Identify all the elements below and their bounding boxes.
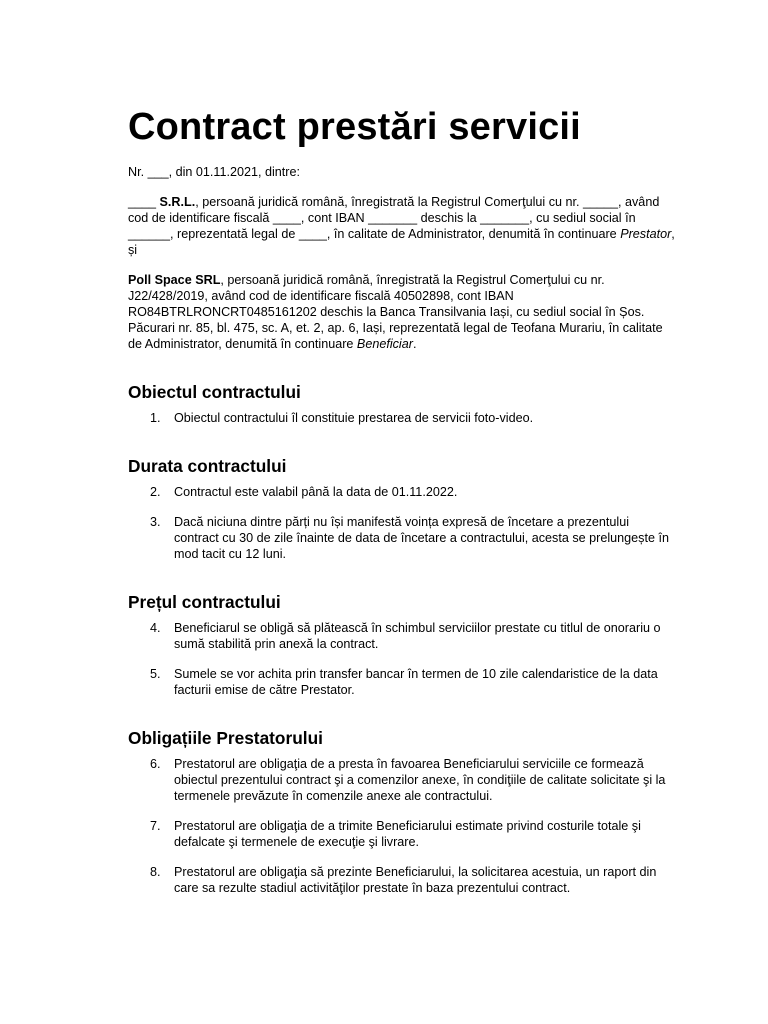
section-pretul [128,591,676,698]
party1-blank: ____ [128,195,160,209]
clause-item [128,756,676,804]
section-heading: Prețul contractului [128,592,281,612]
clause-item [128,818,676,850]
clause-text: Prestatorul are obligaţia de a presta în favoarea Beneficiarului serviciile ce formează obiectul prezentului contract şi a comenzilor anexe, în condiţiile de calitate solicitate şi la termenele prevăzute în comenzile anexe ale contractului. [174,757,666,803]
clause-text: Dacă niciuna dintre părți nu își manifestă voința expresă de încetare a prezentului contract cu 30 de zile înainte de data de încetare a contractului, acesta se prelungește în mod tacit cu 12 luni. [174,515,669,561]
clause-item [128,410,676,426]
section-heading: Obiectul contractului [128,382,301,402]
clause-list [128,620,676,698]
party2-role: Beneficiar [356,337,413,351]
clause-item [128,864,676,896]
clause-list [128,756,676,896]
clause-list [128,484,676,562]
party-beneficiar-paragraph [128,272,676,352]
clause-text: Beneficiarul se obligă să plătească în schimbul serviciilor prestate cu titlul de onorariu o sumă stabilită prin anexă la contract. [174,621,661,651]
clause-item [128,620,676,652]
clause-item [128,514,676,562]
clause-text: Prestatorul are obligaţia de a trimite Beneficiarului estimate privind costurile totale şi defalcate şi termenele de execuţie şi livrare. [174,819,641,849]
clause-list [128,410,676,426]
clause-item [128,666,676,698]
section-heading: Durata contractului [128,456,287,476]
section-heading: Obligațiile Prestatorului [128,728,323,748]
clause-number: 5. [150,667,161,681]
party1-tail: , și [128,227,675,257]
document-body [128,104,676,896]
party-prestator-paragraph [128,194,676,258]
clause-number: 2. [150,485,161,499]
clause-text: Obiectul contractului îl constituie prestarea de servicii foto-video. [174,411,534,425]
party1-text: , persoană juridică română, înregistrată la Registrul Comerţului cu nr. _____, având cod de identificare fiscală ____, cont IBAN _______ deschis la _______, cu sediul social în ______, reprezentată legal de ____, în calitate de Administrator, denumită în continuare [128,195,660,241]
party2-text: , persoană juridică română, înregistrată la Registrul Comerţului cu nr. J22/428/2019, având cod de identificare fiscală 40502898, cont IBAN RO84BTRLRONCRT0485161202 deschis la Banca Transilvania Iași, cu sediul social în Șos. Păcurari nr. 85, bl. 475, sc. A, et. 2, ap. 6, Iași, reprezentată legal de Teofana Murariu, în calitate de Administrator, denumită în continuare [128,273,663,351]
party2-name: Poll Space SRL [128,273,221,287]
section-durata [128,455,676,562]
party2-tail: . [412,337,417,351]
clause-number: 1. [150,411,161,425]
clause-text: Prestatorul are obligaţia să prezinte Beneficiarului, la solicitarea acestuia, un raport din care sa rezulte stadiul activităţilor prestate în baza prezentului contract. [174,865,657,895]
party1-name: S.R.L. [159,195,196,209]
clause-text: Sumele se vor achita prin transfer bancar în termen de 10 zile calendaristice de la data facturii emise de către Prestator. [174,667,658,697]
clause-number: 6. [150,757,161,771]
document-title: Contract prestări servicii [128,106,581,148]
section-obligatiile [128,727,676,896]
contract-number-line: Nr. ___, din 01.11.2021, dintre: [128,165,301,179]
party1-role: Prestator [620,227,672,241]
clause-number: 3. [150,515,161,529]
clause-text: Contractul este valabil până la data de 01.11.2022. [174,485,458,499]
clause-number: 7. [150,819,161,833]
section-obiectul [128,381,676,426]
clause-number: 4. [150,621,161,635]
clause-item [128,484,676,500]
clause-number: 8. [150,865,161,879]
